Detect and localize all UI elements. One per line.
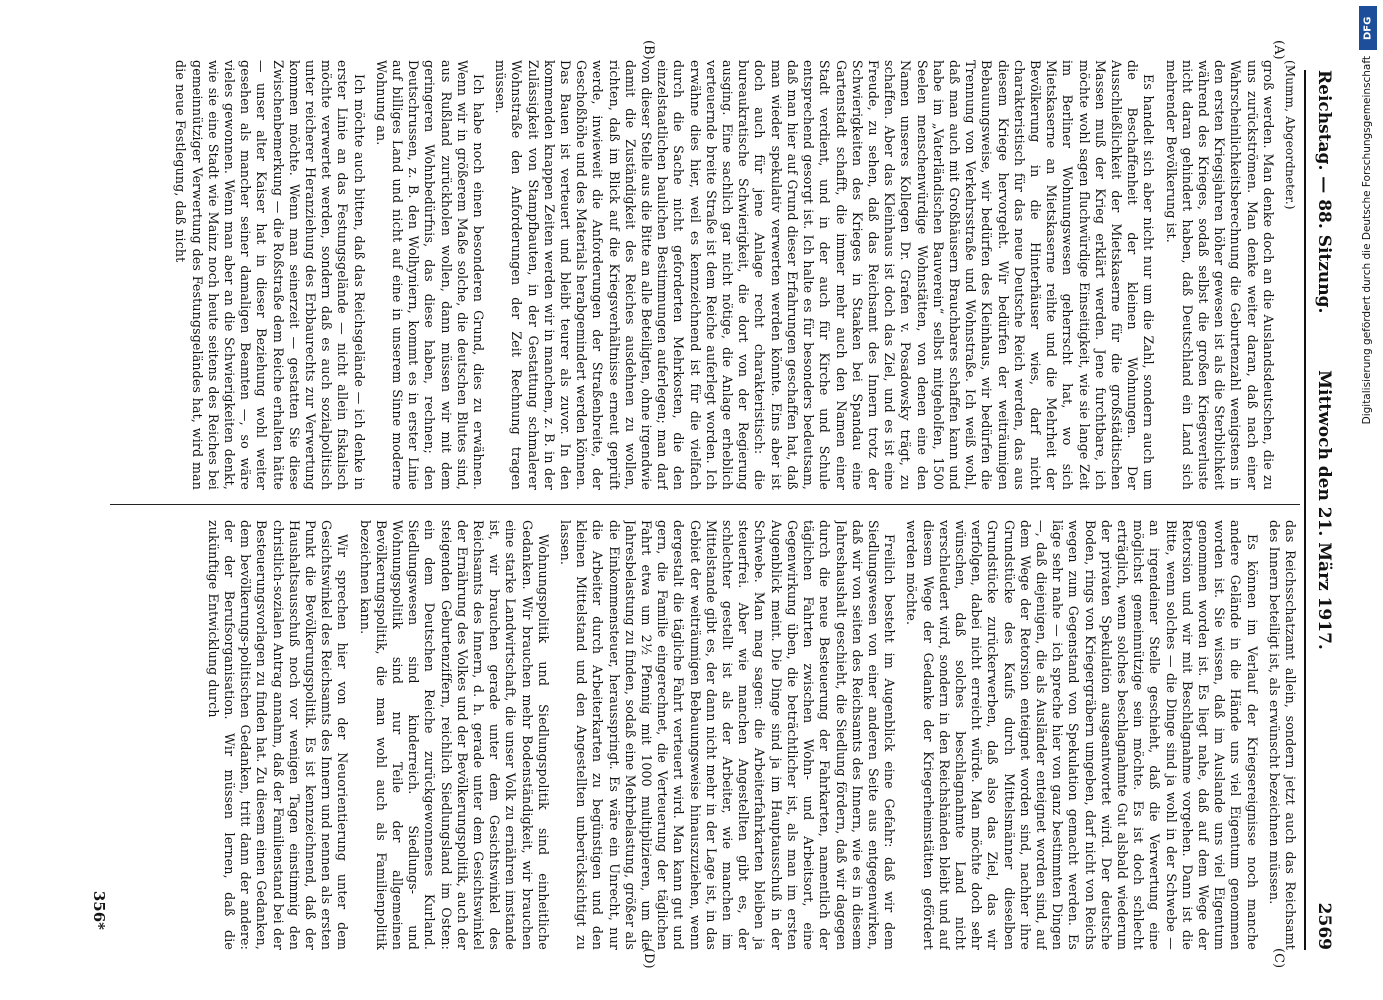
document-page [36, 30, 1346, 970]
page-header [1304, 70, 1340, 950]
right-column [118, 520, 1298, 950]
header-left: Reichstag. — 88. Sitzung. [1314, 70, 1334, 314]
header-date: Mittwoch den 21. März 1917. [1314, 370, 1334, 650]
right-paragraph: Freilich besteht im Augenblick eine Gefahr: daß wir dem Siedlungswesen von einer anderen Seite aus entgegenwirken, daß wir von seiten des Reichsamts des Innern, wie es in diesem Jahreshaushalt geschieht, die Siedlung fördern, daß wir dagegen durch die neue Besteuerung der Fahrkarten, namentlich der täglichen Fahrten zwischen Wohn- und Arbeitsort, eine Gegenwirkung üben, die beträchtlicher ist, als man im ersten Augenblick meint. Die Dinge sind ja im Hauptausschuß in der Schwebe. Man mag sagen: die Arbeiterfahrkarten bleiben ja steuerfrei. Aber wie manchen Angestellten gibt es, der schlechter gestellt ist als der Arbeiter, wie manchen im Mittelstande gibt es, der dann nicht mehr in der Lage ist, in das Gebiet der weiträumigen Bebauungsweise hinauszuziehen, wenn dergestalt die tägliche Fahrt verteuert wird. Man kann gut und gern, die Familie eingerechnet, die Verteuerung der täglichen Fahrt etwa um 2½ Pfennig mit 1000 multiplizieren, um die Jahresbelastung zu finden, sodaß eine Mehrbelastung, größer als die Einkommensteuer, herausspringt. Es wäre ein Unrecht, nur die Arbeiter durch Arbeiterkarten zu begünstigen und den kleinen Mittelstand und den Angestellten unberücksichtigt zu lassen. [558, 520, 898, 950]
right-paragraph: Wohnungspolitik und Siedlungspolitik sind einheitliche Gedanken. Wir brauchen mehr Bodenständigkeit, wir brauchen eine starke Landwirtschaft, die unser Volk zu ernähren imstande ist, wir brauchen gerade unter dem Gesichtswinkel des Reichsamts des Innern, d. h. gerade unter dem Gesichtswinkel der Ernährung des Volkes und der Bevölkerungspolitik, auch der steigenden Geburtenziffern, reichlich Siedlungsland im Osten: ein dem Deutschen Reiche zurückgewonnenes Kurland. Siedlungswesen sind kinderreich. Siedlungs- und Wohnungspolitik sind nur Teile der allgemeinen Bevölkerungspolitik, die man wohl auch als Familienpolitik bezeichnen kann. [357, 520, 551, 950]
right-paragraph: Wir sprechen hier von der Neuorientierung unter dem Gesichtswinkel des Reichsamts des Innern und nennen als ersten Punkt die Bevölkerungspolitik. Es ist kennzeichnend, daß der Haushaltsausschuß noch vor wenigen Tagen einstimmig den christlich-sozialen Antrag annahm, daß der Familienstand bei der Besteuerungsvorlagen zu finden hat. Zu diesem einen Gedanken, dem bevölkerungs-politischen Gedanken, tritt dann der andere: der der Berufsorganisation. Wir müssen lernen, daß die zukünftige Entwicklung durch [205, 520, 351, 950]
margin-mark-a: (A) [1271, 40, 1286, 60]
left-paragraph: Ich habe noch einen besonderen Grund, dies zu erwähnen. Wenn wir in größerem Maße solche, die deutschen Blutes sind, aus Rußland zurückholen wollen, dann müssen wir mit dem geringeren Wohnbedürfnis, das diese haben, rechnen; den Deutschrussen, z. B. den Wolhyniern, kommt es in erster Linie auf billiges Land und nicht auf eine in unserem Sinne moderne Wohnung an. [373, 60, 487, 490]
speaker-note: (Mumm, Abgeordneter.) [1283, 60, 1297, 210]
page-footer-signature: 356* [90, 890, 108, 930]
right-paragraph: das Reichsschatzamt allein, sondern jetzt auch das Reichsamt des Innern beteiligt ist, als erwünscht bezeichnen müssen. [1266, 520, 1298, 950]
left-column [118, 60, 1298, 490]
margin-mark-d: (D) [641, 948, 656, 969]
right-paragraph: Es können im Verlauf der Kriegsereignisse noch manche andere Gelände in die Hände uns viel Eigentum genommen worden ist. Sie wissen, daß im Auslande uns viel Eigentum genommen worden ist. Es liegt nahe, daß auf dem Wege der Retorsion und wir mit Beschlagnahme vorgehen. Dann ist die Bitte, wenn solches — die Dinge sind ja wohl in der Schwebe — an irgendeiner Stelle geschieht, daß die Verwertung eine möglichst gemeinnützige sein möchte. Es ist doch schlecht erträglich, wenn solches beschlagnahmte Gut alsbald wiederum der privaten Spekulation ausgeantwortet wird. Der deutsche Boden, rings von Kriegergräbern umgeben, darf nicht von Reichs wegen zum Gegenstand von Spekulation gemacht werden. Es läge sehr nahe — ich spreche hier von ganz bestimmten Dingen —, daß diejenigen, die als Ausländer enteignet worden sind, auf dem Wege der Retorsion enteignet worden sind, nachher ihre Grundstücke des Kaufs durch Mittelsmänner dieselben Grundstücke zurückerwerben, daß also das Ziel, das wir verfolgen, dabei nicht erreicht würde. Man möchte doch sehr wünschen, daß solches beschlagnahmte Land nicht verschleudert wird, sondern in den Reichshänden bleibt und auf diesem Wege der Gedanke der Kriegerheimstätten gefördert werden möchte. [904, 520, 1260, 950]
left-paragraph: groß werden. Man denke doch an die Auslandsdeutschen, die zu uns zurückströmen. Man denke weiter daran, daß nach einer Wahrscheinlichkeitsberechnung die Geburtenzahl wenigstens in den ersten Kriegsjahren höher gewesen ist als die Sterblichkeit während des Krieges, sodaß selbst die großen Kriegsverluste nicht daran gehindert haben, daß Deutschland ein Land sich mehrender Bevölkerung ist. [1163, 60, 1276, 490]
dfg-logo-icon: DFG [1359, 6, 1377, 50]
credit-text: Digitalisierung gefördert durch die Deutsche Forschungsgemeinschaft [1361, 56, 1373, 425]
column-divider [110, 504, 1300, 505]
left-paragraph: Es handelt sich aber nicht nur um die Zahl, sondern auch um die Beschaffenheit der kleinen Wohnungen. Der Ausschließlichkeit der Mietskaserne für die großstädtischen Massen muß der Krieg erklärt werden. Jene furchtbare, ich möchte wohl sagen fluchwürdige Einseitigkeit, wie sie lange Zeit im Berliner Wohnungswesen geherrscht hat, wo sich Mietskaserne an Mietskaserne reihte und die Mehrheit der Bevölkerung in die Hinterhäuser wies, darf nicht charakteristisch für das neue Deutsche Reich werden, das aus diesem Kriege hervorgeht. Wir bedürfen der weiträumigen Bebauungsweise, wir bedürfen des Kleinhaus, wir bedürfen die Trennung von Verkehrsstraße und Wohnstraße. Ich weiß wohl, daß man auch mit Großhäusern Brauchbares schaffen kann und habe im „Vaterländischen Bauverein“ selbst mitgeholfen, 1500 Seelen menschenwürdige Wohnstätten, von denen eine den Namen unseres Kollegen Dr. Grafen v. Posadowsky trägt, zu schaffen. Aber das Kleinhaus ist doch das Ziel, und es ist eine Freude, zu sehen, daß das Reichsamt des Innern trotz der Schwierigkeiten des Krieges in Staaken bei Spandau eine Gartenstadt schafft, die immer mehr auch den Namen einer Stadt verdient, und in der auch für Kirche und Schule entsprechend gesorgt ist. Ich halte es für besonders bedeutsam, daß man hier auf Grund dieser Erfahrungen geschaffen hat, daß man wieder spekulativ verwerten werden könnte. Eins aber ist doch auch für jene Anlage recht charakteristisch: die bureaukratische Schwierigkeit, die dort von der Regierung ausging. Eine sachlich gar nicht nötige, die Anlage erheblich verteuernde breite Straße ist dem Reiche auferlegt worden. Ich erwähne dies hier, weil es kennzeichnend ist für die vielfach durch die Sache nicht geforderten Mehrkosten, die den einzelstaatlichen baulichen Bestimmungen auferlegen; man darf von dieser Stelle aus die Bitte an alle Beteiligten, ohne irgendwie damit die Zuständigkeit des Reiches ausdehnen zu wollen, richten, daß im Blick auf die Kriegsverhältnisse erneut geprüft werde, inwieweit die Anforderungen der Straßenbreite, der Geschoßhöhe und des Materials herabgemindert werden können. Das Bauen ist verteuert und bleibt teurer als zuvor. In den kommenden knappen Zeiten werden wir in manchem, z. B. in der Zulässigkeit von Stampfbauten, in der Gestattung schmalerer Wohnstraße den Anforderungen der Zeit Rechnung tragen müssen. [493, 60, 1157, 490]
margin-mark-b: (B) [641, 40, 656, 60]
margin-mark-c: (C) [1271, 948, 1286, 969]
left-paragraph: Ich möchte auch bitten, daß das Reichsgelände — ich denke in erster Linie an das Festungsgelände — nicht allein fiskalisch möchte verwertet werden, sondern daß es auch sozialpolitisch unter reicherer Heranziehung des Erbbaurechts zur Verwertung kommen möchte. Wenn man seinerzeit — gestatten Sie diese Zwischenbemerkung — die Roßstraße dem Reiche erhalten hätte — unser alter Kaiser hat in dieser Beziehung wohl weiter gesehen als mancher seiner damaligen Beamten —, so wäre vieles gewonnen. Wenn man aber an die Schwierigkeiten denkt, wie sie eine Stadt wie Mainz noch heute seitens des Reiches bei gemeinnütziger Verwertung des Festungsgeländes hat, wird man die neue Festlegung, daß nicht [173, 60, 367, 490]
page-number: 2569 [1314, 902, 1334, 950]
digitization-credit [1357, 0, 1383, 1000]
